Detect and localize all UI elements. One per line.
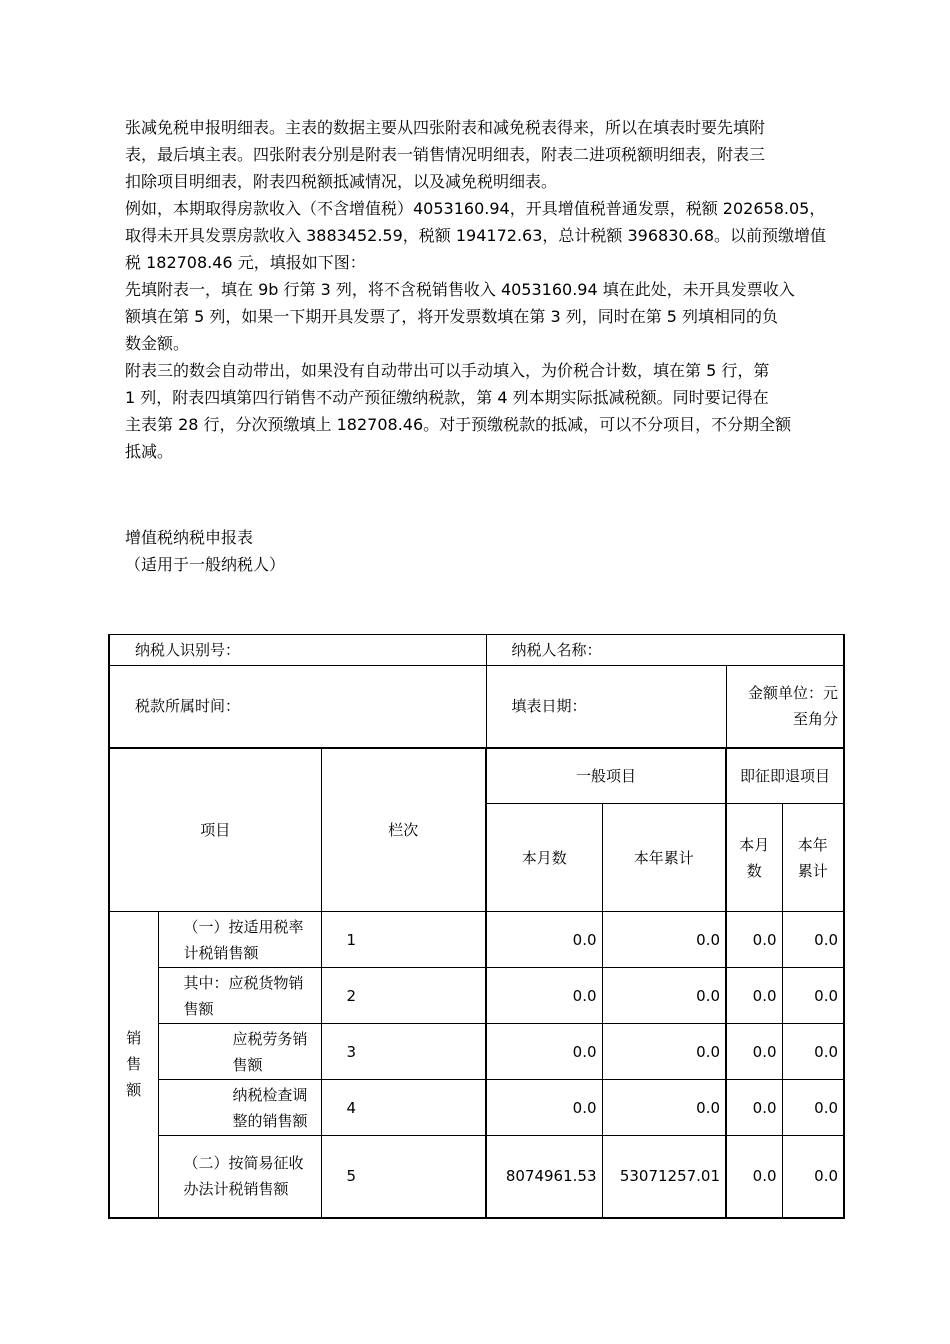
row-no: 4 <box>321 1080 486 1136</box>
column-row-no: 栏次 <box>321 748 486 912</box>
intro-line: 1 列，附表四填第四行销售不动产预征缴纳税款，第 4 列本期实际抵减税额。同时要记得在 <box>125 388 769 407</box>
table-row <box>109 1024 844 1080</box>
column-immediate-month: 本月数 <box>726 804 782 912</box>
general-year-value: 0.0 <box>602 1080 726 1136</box>
fill-date-label: 填表日期： <box>486 666 726 748</box>
intro-line: 先填附表一，填在 9b 行第 3 列，将不含税销售收入 4053160.94 填在此处，未开具发票收入 <box>125 280 795 299</box>
intro-line: 取得未开具发票房款收入 3883452.59，税额 194172.63，总计税额 396830.68。以前预缴增值 <box>125 226 827 245</box>
general-month-value: 0.0 <box>486 912 602 968</box>
intro-line: 例如，本期取得房款收入（不含增值税）4053160.94，开具增值税普通发票，税额 202658.05， <box>125 199 826 218</box>
general-year-value: 0.0 <box>602 1024 726 1080</box>
general-year-value: 0.0 <box>602 912 726 968</box>
immediate-month-value: 0.0 <box>726 912 782 968</box>
column-header-row-1 <box>109 748 844 804</box>
column-general: 一般项目 <box>486 748 726 804</box>
table-row <box>109 1080 844 1136</box>
vat-return-table <box>108 634 845 1219</box>
intro-paragraphs <box>125 114 845 465</box>
intro-line: 主表第 28 行，分次预缴填上 182708.46。对于预缴税款的抵减，可以不分项目，不分期全额 <box>125 415 792 434</box>
column-immediate: 即征即退项目 <box>726 748 844 804</box>
column-immediate-year: 本年累计 <box>782 804 844 912</box>
row-no: 3 <box>321 1024 486 1080</box>
intro-line: 数金额。 <box>125 334 190 353</box>
immediate-month-value: 0.0 <box>726 1024 782 1080</box>
taxpayer-id-label: 纳税人识别号： <box>109 635 486 666</box>
row-name: 其中：应税货物销售额 <box>158 968 321 1024</box>
row-name: 纳税检查调整的销售额 <box>158 1080 321 1136</box>
form-title: 增值税纳税申报表 <box>125 528 254 547</box>
immediate-year-value: 0.0 <box>782 912 844 968</box>
row-name: （二）按简易征收办法计税销售额 <box>158 1136 321 1218</box>
taxpayer-name-label: 纳税人名称： <box>486 635 844 666</box>
intro-line: 抵减。 <box>125 442 174 461</box>
intro-line: 附表三的数会自动带出，如果没有自动带出可以手动填入，为价税合计数，填在第 5 行，第 <box>125 361 770 380</box>
general-year-value: 0.0 <box>602 968 726 1024</box>
row-no: 1 <box>321 912 486 968</box>
intro-line: 税 182708.46 元，填报如下图： <box>125 253 366 272</box>
table-row <box>109 1136 844 1218</box>
column-item: 项目 <box>109 748 321 912</box>
column-general-month: 本月数 <box>486 804 602 912</box>
intro-line: 表，最后填主表。四张附表分别是附表一销售情况明细表，附表二进项税额明细表，附表三 <box>125 145 766 164</box>
immediate-month-value: 0.0 <box>726 1136 782 1218</box>
intro-line: 额填在第 5 列，如果一下期开具发票了，将开发票数填在第 3 列，同时在第 5 列填相同的负 <box>125 307 779 326</box>
general-month-value: 0.0 <box>486 968 602 1024</box>
general-month-value: 0.0 <box>486 1080 602 1136</box>
row-no: 2 <box>321 968 486 1024</box>
amount-unit-label: 金额单位：元至角分 <box>726 666 844 748</box>
tax-period-label: 税款所属时间： <box>109 666 486 748</box>
immediate-year-value: 0.0 <box>782 968 844 1024</box>
immediate-year-value: 0.0 <box>782 1080 844 1136</box>
form-subtitle: （适用于一般纳税人） <box>125 555 286 574</box>
header-row-1 <box>109 635 844 666</box>
table-row <box>109 968 844 1024</box>
column-general-year: 本年累计 <box>602 804 726 912</box>
immediate-year-value: 0.0 <box>782 1136 844 1218</box>
immediate-month-value: 0.0 <box>726 968 782 1024</box>
row-no: 5 <box>321 1136 486 1218</box>
header-row-2 <box>109 666 844 748</box>
group-label-sales: 销售额 <box>109 912 158 1218</box>
general-year-value: 53071257.01 <box>602 1136 726 1218</box>
general-month-value: 8074961.53 <box>486 1136 602 1218</box>
intro-line: 张减免税申报明细表。主表的数据主要从四张附表和减免税表得来，所以在填表时要先填附 <box>125 118 766 137</box>
table-row <box>109 912 844 968</box>
immediate-year-value: 0.0 <box>782 1024 844 1080</box>
immediate-month-value: 0.0 <box>726 1080 782 1136</box>
row-name: （一）按适用税率计税销售额 <box>158 912 321 968</box>
intro-line: 扣除项目明细表，附表四税额抵减情况，以及减免税明细表。 <box>125 172 558 191</box>
row-name: 应税劳务销售额 <box>158 1024 321 1080</box>
general-month-value: 0.0 <box>486 1024 602 1080</box>
